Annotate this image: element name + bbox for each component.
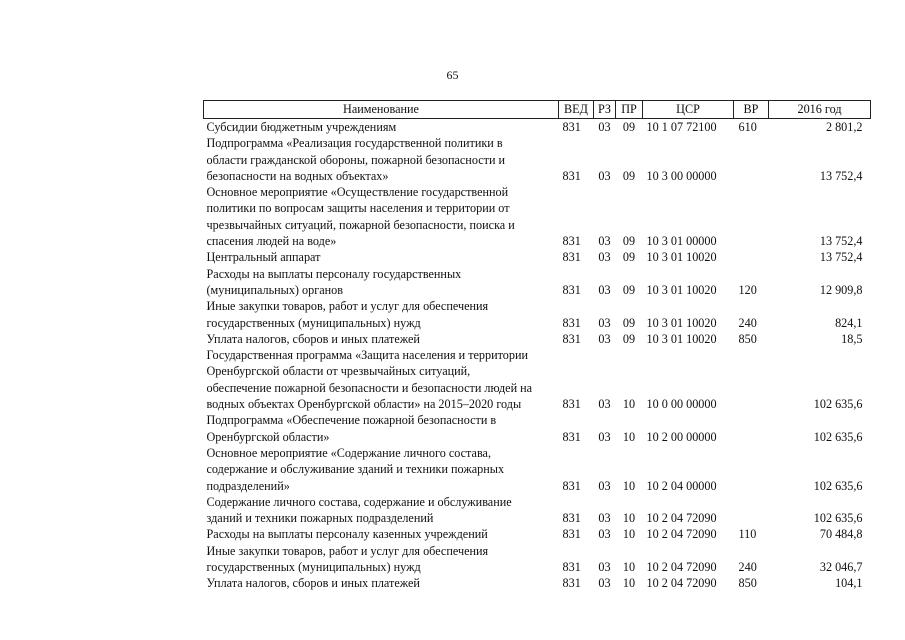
- cell-amount: 18,5: [841, 331, 863, 346]
- cell-pr: 09: [622, 315, 636, 330]
- table-row: [204, 266, 871, 299]
- cell-pr: 09: [622, 282, 636, 297]
- cell-rz: 03: [598, 511, 611, 526]
- table-row: [204, 135, 871, 184]
- cell-amount: 2 801,2: [825, 120, 863, 134]
- cell-ved: 831: [562, 282, 581, 297]
- table-row: [204, 331, 871, 347]
- cell-csr: 10 3 01 10020: [646, 250, 717, 265]
- cell-csr: 10 3 00 00000: [646, 168, 717, 183]
- cell-vr: [734, 494, 769, 527]
- cell-vr: 120: [738, 282, 757, 297]
- cell-amount: 102 635,6: [813, 511, 863, 526]
- cell-vr: 610: [738, 120, 757, 134]
- table-body: [204, 119, 871, 592]
- cell-ved: 831: [562, 576, 581, 591]
- cell-pr: 10: [622, 527, 636, 542]
- column-header-ved: ВЕД: [559, 101, 594, 119]
- cell-csr: 10 2 04 72090: [646, 511, 717, 526]
- cell-csr: 10 2 00 00000: [646, 429, 717, 444]
- table-row: [204, 298, 871, 331]
- cell-pr: 10: [622, 429, 636, 444]
- cell-rz: 03: [598, 168, 611, 183]
- cell-amount: 102 635,6: [813, 429, 863, 444]
- cell-rz: 03: [598, 250, 611, 265]
- cell-amount: 13 752,4: [819, 234, 863, 249]
- table-row: [204, 575, 871, 591]
- cell-csr: 10 2 04 72090: [646, 576, 717, 591]
- cell-vr: [734, 412, 769, 445]
- cell-ved: 831: [562, 120, 581, 134]
- cell-pr: 10: [622, 576, 636, 591]
- column-header-vr: ВР: [734, 101, 769, 119]
- cell-name: Уплата налогов, сборов и иных платежей: [206, 576, 420, 591]
- cell-name: Иные закупки товаров, работ и услуг для обеспечения государственных (муниципальных) нужд: [206, 299, 489, 330]
- cell-amount: 32 046,7: [819, 560, 863, 575]
- cell-rz: 03: [598, 478, 611, 493]
- cell-pr: 09: [622, 168, 636, 183]
- cell-name: Иные закупки товаров, работ и услуг для обеспечения государственных (муниципальных) нужд: [206, 543, 489, 575]
- cell-amount: 13 752,4: [819, 250, 863, 265]
- cell-name: Основное мероприятие «Содержание личного состава, содержание и обслуживание зданий и техники пожарных подразделений»: [206, 445, 505, 493]
- cell-rz: 03: [598, 429, 611, 444]
- cell-csr: 10 3 01 00000: [646, 234, 717, 249]
- cell-rz: 03: [598, 527, 611, 542]
- cell-csr: 10 2 04 72090: [646, 560, 717, 575]
- table-row: [204, 347, 871, 412]
- cell-ved: 831: [562, 168, 581, 183]
- cell-name: Содержание личного состава, содержание и обслуживание зданий и техники пожарных подразделений: [206, 494, 512, 526]
- cell-csr: 10 3 01 10020: [646, 315, 717, 330]
- cell-amount: 12 909,8: [819, 282, 863, 297]
- cell-name: Подпрограмма «Реализация государственной политики в области гражданской обороны, пожарной безопасности и безопасности на водных объектах»: [206, 136, 506, 183]
- table-row: [204, 412, 871, 445]
- header-row: [204, 101, 871, 119]
- cell-rz: 03: [598, 331, 611, 346]
- cell-vr: [734, 249, 769, 265]
- cell-vr: [734, 445, 769, 494]
- cell-name: Подпрограмма «Обеспечение пожарной безопасности в Оренбургской области»: [206, 413, 497, 444]
- cell-vr: 240: [738, 315, 757, 330]
- column-header-csr: ЦСР: [643, 101, 734, 119]
- cell-name: Уплата налогов, сборов и иных платежей: [206, 331, 420, 346]
- cell-csr: 10 2 04 00000: [646, 478, 717, 493]
- cell-rz: 03: [598, 560, 611, 575]
- cell-pr: 09: [622, 250, 636, 265]
- cell-pr: 10: [622, 397, 636, 412]
- table-row: [204, 184, 871, 249]
- cell-pr: 10: [622, 560, 636, 575]
- table-row: [204, 526, 871, 542]
- cell-vr: 110: [738, 527, 757, 542]
- table-row: [204, 249, 871, 265]
- cell-ved: 831: [562, 331, 581, 346]
- cell-vr: 850: [738, 331, 757, 346]
- cell-rz: 03: [598, 315, 611, 330]
- table-row: [204, 445, 871, 494]
- table-header: [204, 101, 871, 119]
- cell-pr: 10: [622, 511, 636, 526]
- cell-ved: 831: [562, 397, 581, 412]
- cell-ved: 831: [562, 478, 581, 493]
- cell-rz: 03: [598, 576, 611, 591]
- cell-csr: 10 1 07 72100: [646, 120, 717, 134]
- column-header-year: 2016 год: [769, 101, 871, 119]
- cell-csr: 10 3 01 10020: [646, 331, 717, 346]
- cell-rz: 03: [598, 234, 611, 249]
- cell-vr: [734, 184, 769, 249]
- table-row: [204, 494, 871, 527]
- cell-name: Расходы на выплаты персоналу казенных учреждений: [206, 527, 488, 542]
- cell-ved: 831: [562, 511, 581, 526]
- table-row: [204, 543, 871, 576]
- budget-table: [203, 100, 871, 592]
- cell-name: Государственная программа «Защита населения и территории Оренбургской области от чрезвычайных ситуаций, обеспечение пожарной безопасности и безопасности людей на водных объектах Оренбургской области» на 2015–2020 годы: [206, 348, 533, 412]
- cell-name: Расходы на выплаты персоналу государственных (муниципальных) органов: [206, 266, 462, 297]
- cell-pr: 09: [622, 331, 636, 346]
- cell-ved: 831: [562, 234, 581, 249]
- cell-name: Основное мероприятие «Осуществление государственной политики по вопросам защиты населения и территории от чрезвычайных ситуаций, пожарной безопасности, поиска и спасения людей на воде»: [206, 185, 515, 249]
- cell-amount: 70 484,8: [819, 527, 863, 542]
- cell-vr: 240: [738, 560, 757, 575]
- table-row: [204, 119, 871, 136]
- cell-pr: 09: [622, 234, 636, 249]
- cell-name: Субсидии бюджетным учреждениям: [206, 120, 397, 134]
- cell-vr: [734, 135, 769, 184]
- page-number: 65: [446, 68, 459, 82]
- column-header-pr: ПР: [616, 101, 643, 119]
- cell-rz: 03: [598, 397, 611, 412]
- cell-amount: 13 752,4: [819, 168, 863, 183]
- cell-amount: 102 635,6: [813, 478, 863, 493]
- cell-rz: 03: [598, 282, 611, 297]
- cell-csr: 10 0 00 00000: [646, 397, 717, 412]
- cell-vr: [734, 347, 769, 412]
- cell-ved: 831: [562, 527, 581, 542]
- cell-csr: 10 3 01 10020: [646, 282, 717, 297]
- cell-name: Центральный аппарат: [206, 250, 321, 265]
- cell-rz: 03: [598, 120, 611, 134]
- cell-csr: 10 2 04 72090: [646, 527, 717, 542]
- column-header-rz: РЗ: [594, 101, 616, 119]
- cell-ved: 831: [562, 250, 581, 265]
- cell-vr: 850: [738, 576, 757, 591]
- cell-amount: 102 635,6: [813, 397, 863, 412]
- cell-amount: 104,1: [835, 576, 863, 591]
- column-header-name: Наименование: [204, 101, 559, 119]
- cell-ved: 831: [562, 560, 581, 575]
- cell-ved: 831: [562, 429, 581, 444]
- cell-ved: 831: [562, 315, 581, 330]
- cell-amount: 824,1: [835, 315, 863, 330]
- cell-pr: 09: [622, 120, 636, 134]
- cell-pr: 10: [622, 478, 636, 493]
